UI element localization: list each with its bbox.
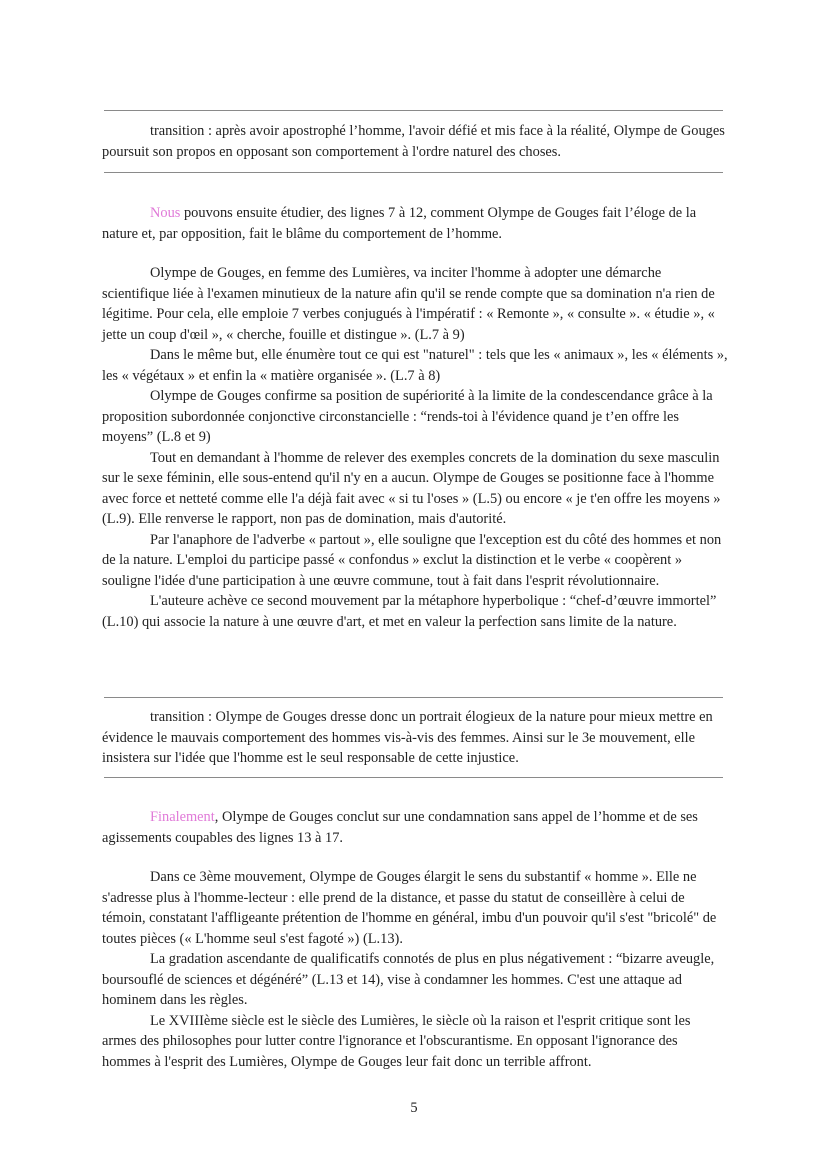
body-paragraph: La gradation ascendante de qualificatifs connotés de plus en plus négativement : “bizarre aveugle, boursouflé de sciences et dégénéré” (L.13 et 14), vise à condamner les hommes. C'est une attaque ad hominem dans les règles. [102,951,715,1008]
intro-text: pouvons ensuite étudier, des lignes 7 à 12, comment Olympe de Gouges fait l’éloge de la nature et, par opposition, fait le blâme du comportement de l’homme. [102,205,697,242]
intro-accent-word: Finalement [150,809,215,825]
section-2-intro [102,203,728,244]
body-paragraph: Le XVIIIème siècle est le siècle des Lumières, le siècle où la raison et l'esprit critique sont les armes des philosophes pour lutter contre l'ignorance et l'obscurantisme. En opposant l'ignorance des hommes à l'esprit des Lumières, Olympe de Gouges leur fait donc un terrible affront. [102,1012,691,1070]
page-number: 5 [410,1100,418,1116]
horizontal-rule [104,777,723,778]
body-paragraph: Dans le même but, elle énumère tout ce qui est "naturel" : tels que les « animaux », les « éléments », les « végétaux » et enfin la « matière organisée ». (L.7 à 8) [102,347,728,384]
transition-paragraph: transition : Olympe de Gouges dresse donc un portrait élogieux de la nature pour mieux mettre en évidence le mauvais comportement des hommes vis-à-vis des femmes. Ainsi sur le 3e mouvement, elle insistera sur l'idée que l'homme est le seul responsable de cette injustice. [102,709,713,766]
transition-paragraph: transition : après avoir apostrophé l’homme, l'avoir défié et mis face à la réalité, Olympe de Gouges poursuit son propos en opposant son comportement à l'ordre naturel des choses. [102,123,725,160]
body-paragraph: Tout en demandant à l'homme de relever des exemples concrets de la domination du sexe masculin sur le sexe féminin, elle sous-entend qu'il n'y en a aucun. Olympe de Gouges se positionne face à l'homme avec force et netteté comme elle l'a déjà fait avec « si tu l'oses » (L.5) ou encore « je t'en offre les moyens » (L.9). Elle renverse le rapport, non pas de domination, mais d'autorité. [102,449,721,527]
transition-block-2 [102,707,728,769]
body-paragraph: Par l'anaphore de l'adverbe « partout », elle souligne que l'exception est du côté des hommes et non de la nature. L'emploi du participe passé « confondus » exclut la distinction et le verbe « coopèrent » souligne l'idée d'une participation à une œuvre commune, tout à fait dans l'esprit révolutionnaire. [102,531,722,589]
body-paragraph: Olympe de Gouges, en femme des Lumières, va inciter l'homme à adopter une démarche scientifique liée à l'examen minutieux de la nature afin qu'il se rende compte que sa domination n'a rien de légitime. Pour cela, elle emploie 7 verbes conjugués à l'impératif : « Remonte », « consulte ». « étudie », « jette un coup d'œil », « cherche, fouille et distingue ». (L.7 à 9) [102,265,715,343]
horizontal-rule [104,110,723,111]
body-paragraph: Dans ce 3ème mouvement, Olympe de Gouges élargit le sens du substantif « homme ». Elle ne s'adresse plus à l'homme-lecteur : elle prend de la distance, et passe du statut de conseillère à celui de témoin, constatant l'affligeante prétention de l'homme en général, imbu d'un pouvoir qu'il s'est "bricolé" de toutes pièces (« L'homme seul s'est fagoté ») (L.13). [102,869,717,947]
intro-paragraph [102,203,728,244]
body-paragraph: Olympe de Gouges confirme sa position de supériorité à la limite de la condescendance grâce à la proposition subordonnée conjonctive circonstancielle : “rends-toi à l'évidence quand je t’en offre les moyens” (L.8 et 9) [102,388,713,445]
horizontal-rule [104,172,723,173]
body-paragraph: L'auteure achève ce second mouvement par la métaphore hyperbolique : “chef-d’œuvre immortel” (L.10) qui associe la nature à une œuvre d'art, et met en valeur la perfection sans limite de la nature. [102,593,717,630]
section-2-body [102,263,728,632]
horizontal-rule [104,697,723,698]
section-3-body [102,867,728,1072]
intro-text: , Olympe de Gouges conclut sur une condamnation sans appel de l’homme et de ses agissements coupables des lignes 13 à 17. [102,809,698,846]
intro-paragraph [102,807,728,848]
section-3-intro [102,807,728,848]
intro-accent-word: Nous [150,205,181,221]
transition-block-1 [102,121,728,162]
